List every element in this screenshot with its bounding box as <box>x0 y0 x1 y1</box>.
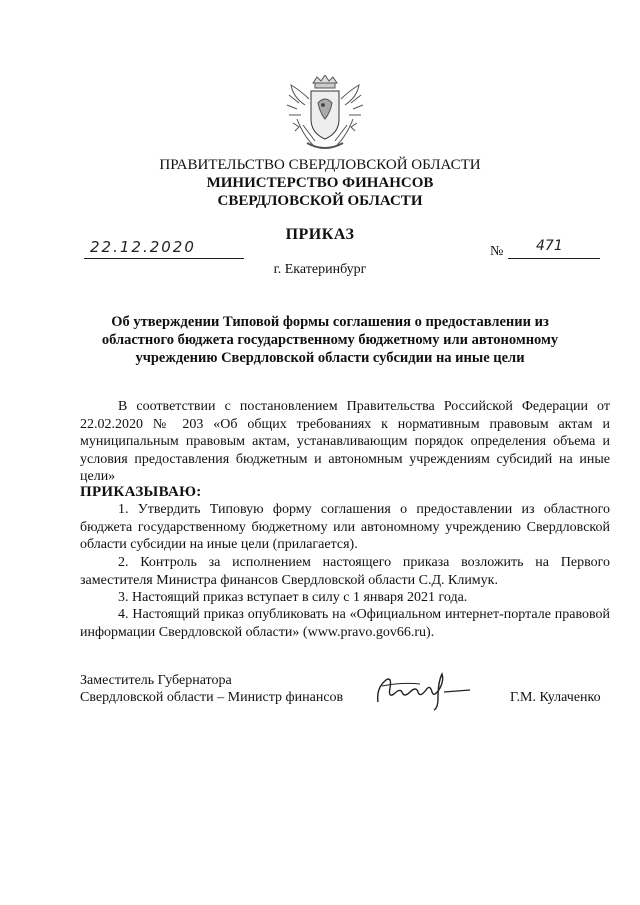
order-word: ПРИКАЗЫВАЮ: <box>80 484 202 500</box>
ministry-name: МИНИСТЕРСТВО ФИНАНСОВ <box>206 175 434 191</box>
order-item-3: 3. Настоящий приказ вступает в силу с 1 января 2021 года. <box>118 590 468 605</box>
order-item-2: 2. Контроль за исполнением настоящего приказа возложить на Первого заместителя Министра финансов Свердловской области С.Д. Климук. <box>80 555 610 588</box>
number-label: № <box>490 244 504 259</box>
document-type: ПРИКАЗ <box>285 226 355 243</box>
handwritten-signature-icon <box>372 668 482 712</box>
signer-title-line1: Заместитель Губернатора <box>80 673 232 688</box>
order-title: Об утверждении Типовой формы соглашения о предоставлении из областного бюджета государственному бюджетному или автономному учреждению Свердловской области субсидии на иные цели <box>101 314 559 366</box>
signer-title-line2: Свердловской области – Министр финансов <box>80 690 344 705</box>
order-date: 22.12.2020 <box>90 238 196 256</box>
region-name: СВЕРДЛОВСКОЙ ОБЛАСТИ <box>217 193 423 209</box>
city: г. Екатеринбург <box>273 262 367 277</box>
intro-paragraph: В соответствии с постановлением Правительства Российской Федерации от 22.02.2020 № 203 «Об общих требованиях к нормативным правовым актам и муниципальным правовым актам, устанавливающим порядок определения объема и условия предоставления бюджетным и автономным учреждениям субсидий на иные цели» <box>80 399 610 484</box>
signer-name: Г.М. Кулаченко <box>510 690 601 705</box>
government-name: ПРАВИТЕЛЬСТВО СВЕРДЛОВСКОЙ ОБЛАСТИ <box>159 157 481 173</box>
order-item-4: 4. Настоящий приказ опубликовать на «Официальном интернет-портале правовой информации Свердловской области» (www.pravo.gov66.ru). <box>80 607 610 640</box>
order-item-1: 1. Утвердить Типовую форму соглашения о предоставлении из областного бюджета государственному бюджетному или автономному учреждению Свердловской области субсидии на иные цели (прилагается). <box>80 502 610 552</box>
coat-of-arms-icon <box>285 75 365 157</box>
order-number: 471 <box>536 238 563 254</box>
